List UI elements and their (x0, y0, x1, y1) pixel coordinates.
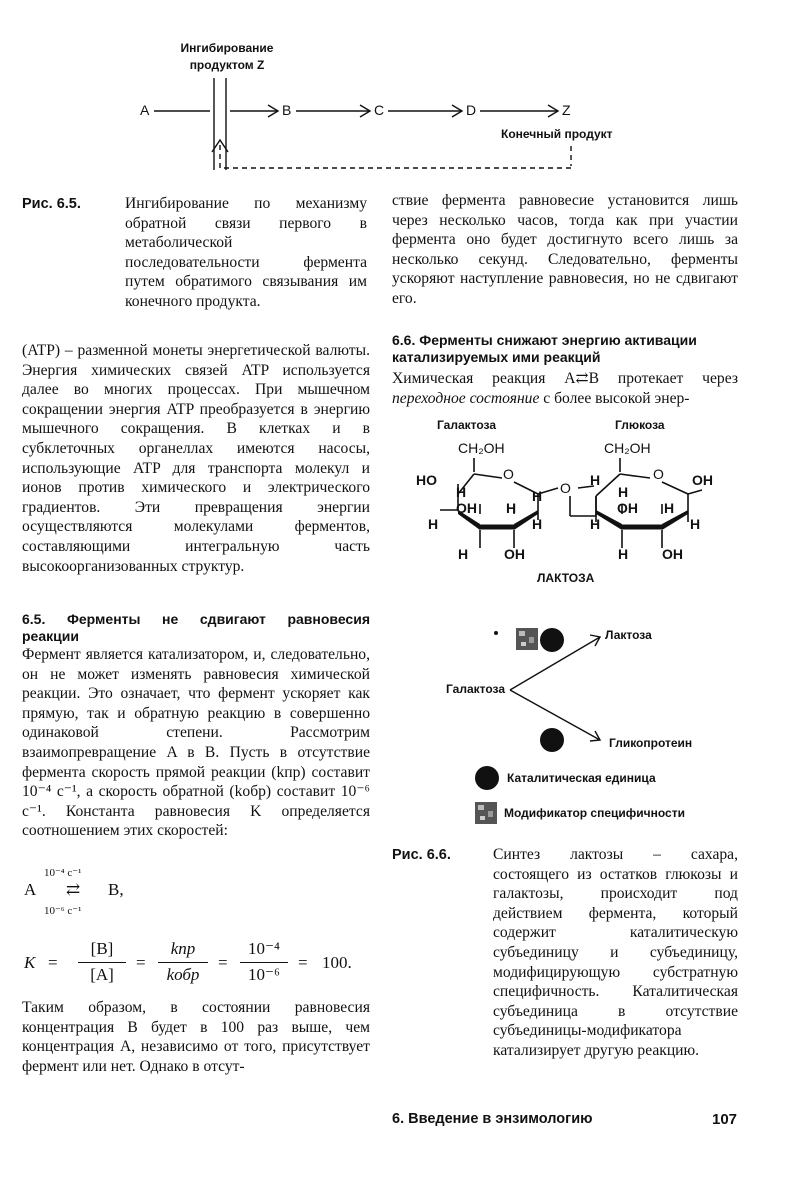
left-paragraph-conclusion: Таким образом, в состоянии равновесия концентрация B будет в 100 раз выше, чем концентрация A, независимо от того, присутствует фермент или нет. Однако в отсут- (22, 999, 370, 1075)
eq2-num-kpr: kпр (170, 939, 196, 958)
fig66-catalytic-top (540, 628, 564, 652)
fig65-inhibition-line1: Ингибирование (180, 41, 274, 55)
gal-h-c2: H (506, 500, 517, 516)
eq1-reverse-rate: 10⁻⁶ с⁻¹ (44, 905, 82, 917)
fig66-caption-text: Синтез лактозы – сахара, состоящего из остатков глюкозы и галактозы, происходит под действием фермента, который содержит каталитическую субъединицу и субъединицу, модифицирующую субстратную специфичность. Каталитическая субъединица в отсутствие субъединицы-модификатора катализирует другую реакцию. (493, 846, 738, 1059)
eq1-species-b: B, (108, 880, 124, 899)
fig65-caption-text: Ингибирование по механизму обратной связи первого в метаболической последовательности фермента путем обратимого связывания им конечного продукта. (125, 195, 367, 310)
lactose-galactose-label: Галактоза (437, 418, 496, 432)
gal-h-c5: H (428, 516, 439, 532)
section-66-heading-line1: 6.6. Ферменты снижают энергию активации (392, 332, 697, 348)
equation-equilibrium-constant (22, 936, 362, 992)
glc-h-c4: H (590, 472, 601, 488)
section-66-heading-line2: катализируемых ими реакций (392, 349, 601, 365)
eq2-den-a: [A] (90, 965, 114, 984)
gal-h-c4: H (456, 484, 467, 500)
right-paragraph-transition-line1: Химическая реакция A⇄B протекает через (392, 370, 738, 387)
fig66-legend-catalytic-label: Каталитическая единица (507, 771, 656, 785)
gal-ring-oxygen: O (503, 466, 514, 482)
glc-h-c5: H (618, 484, 629, 500)
eq1-forward-rate: 10⁻⁴ с⁻¹ (44, 867, 82, 879)
glc-oh-c1: OH (692, 472, 713, 488)
gal-oh-c1: H (532, 516, 543, 532)
right-paragraph-transition (392, 369, 738, 408)
eq1-species-a: A (24, 880, 37, 899)
lactose-glucose-label: Глюкоза (615, 418, 665, 432)
glc-ring-oxygen: O (653, 466, 664, 482)
gal-h-c1: H (532, 488, 543, 504)
fig65-inhibition-label (172, 40, 282, 74)
fig66-caption-label: Рис. 6.6. (392, 847, 451, 863)
section-65-heading (22, 611, 370, 645)
glc-h-c3: H (590, 516, 601, 532)
glc-h-c2: H (618, 546, 629, 562)
section-65-heading-line2: реакции (22, 628, 79, 644)
section-65-heading-line1: 6.5. Ферменты не сдвигают равновесия (22, 611, 370, 627)
fig65-node-b: B (282, 102, 292, 118)
fig65-node-a: A (140, 102, 150, 118)
fig66-glycoprotein-label: Гликопротеин (609, 736, 693, 750)
fig65-inhibition-line2: продуктом Z (189, 58, 265, 72)
eq2-num-b: [B] (90, 939, 114, 958)
glc-oh-c2: OH (662, 546, 683, 562)
fig66-lactose-label: Лактоза (605, 628, 652, 642)
eq2-equals-4: = (298, 953, 308, 972)
glc-h-c1: H (664, 500, 675, 516)
gal-oh-c3: OH (456, 500, 477, 516)
gal-ho: HO (416, 472, 437, 488)
left-paragraph-catalyst: Фермент является катализатором, и, следовательно, он не может изменять равновесия химической реакции. Это означает, что фермент ускоряет как прямую, так и обратную реакцию в совершенно одинаковой степени. Рассмотрим взаимопревращение A в B. Пусть в отсутствие фермента скорость прямой реакции (kпр) составит 10⁻⁴ с⁻¹, а скорость обратной (kобр) составит 10⁻⁶ с⁻¹. Константа равновесия K определяется соотношением этих скоростей: (22, 646, 370, 840)
eq2-fraction-line-2 (158, 962, 208, 963)
gal-h-c3: H (458, 546, 469, 562)
eq2-fraction-line-1 (78, 962, 126, 963)
glycosidic-oxygen: O (560, 480, 571, 496)
fig66-legend-catalytic-icon (475, 766, 499, 790)
lactose-name: ЛАКТОЗА (537, 571, 595, 585)
left-paragraph-atp: (ATP) – разменной монеты энергетической валюты. Энергия химических связей ATP используется далее во многих процессах. При мышечном сокращении энергия ATP преобразуется в энергию мышечного сокращения. В клетках и в субклеточных органеллах имеются насосы, использующие ATP для транспорта молекул и ионов против химического и электрического градиентов. Эти превращения энергии осуществляются молекулами ферментов, составляющими интегральную часть высокоорганизованных структур. (22, 342, 370, 575)
equation-rate-constants (22, 866, 172, 922)
section-66-heading (392, 332, 738, 366)
eq2-k: K (24, 953, 36, 972)
fig65-node-z: Z (562, 102, 571, 118)
fig65-caption-label: Рис. 6.5. (22, 196, 81, 212)
fig66-galactose-label: Галактоза (446, 682, 505, 696)
footer-page-number: 107 (712, 1111, 738, 1128)
fig65-end-product-label: Конечный продукт (501, 127, 613, 141)
right-paragraph-equilibrium: ствие фермента равновесие установится лишь через несколько часов, тогда как при участии фермента оно будет достигнуто всего лишь за несколько секунд. Следовательно, ферменты ускоряют наступление равновесия, но не сдвигают его. (392, 192, 738, 307)
fig65-node-d: D (466, 102, 477, 118)
glc-ch2oh: CH₂OH (604, 440, 651, 456)
eq2-den-value: 10⁻⁶ (248, 965, 280, 984)
eq1-equilibrium-arrows: ⇄ (66, 880, 81, 899)
right-paragraph-transition-end: с более высокой энер- (539, 389, 690, 407)
gal-oh-c2: OH (504, 546, 525, 562)
eq2-equals-1: = (48, 953, 58, 972)
fig66-dot (494, 631, 498, 635)
transition-state-term: переходное состояние (392, 389, 540, 407)
fig66-catalytic-bottom (540, 728, 564, 752)
footer-chapter-title: 6. Введение в энзимологию (392, 1111, 593, 1127)
eq2-equals-3: = (218, 953, 228, 972)
fig65-node-c: C (374, 102, 385, 118)
eq2-equals-2: = (136, 953, 146, 972)
eq2-result: 100. (322, 953, 352, 972)
glc-h-c1-down: H (690, 516, 701, 532)
gal-ch2oh: CH₂OH (458, 440, 505, 456)
eq2-fraction-line-3 (240, 962, 288, 963)
eq2-num-value: 10⁻⁴ (248, 939, 280, 958)
glc-oh-c3: OH (617, 500, 638, 516)
eq2-den-kobr: kобр (166, 965, 200, 984)
fig66-legend-modifier-label: Модификатор специфичности (504, 806, 685, 820)
